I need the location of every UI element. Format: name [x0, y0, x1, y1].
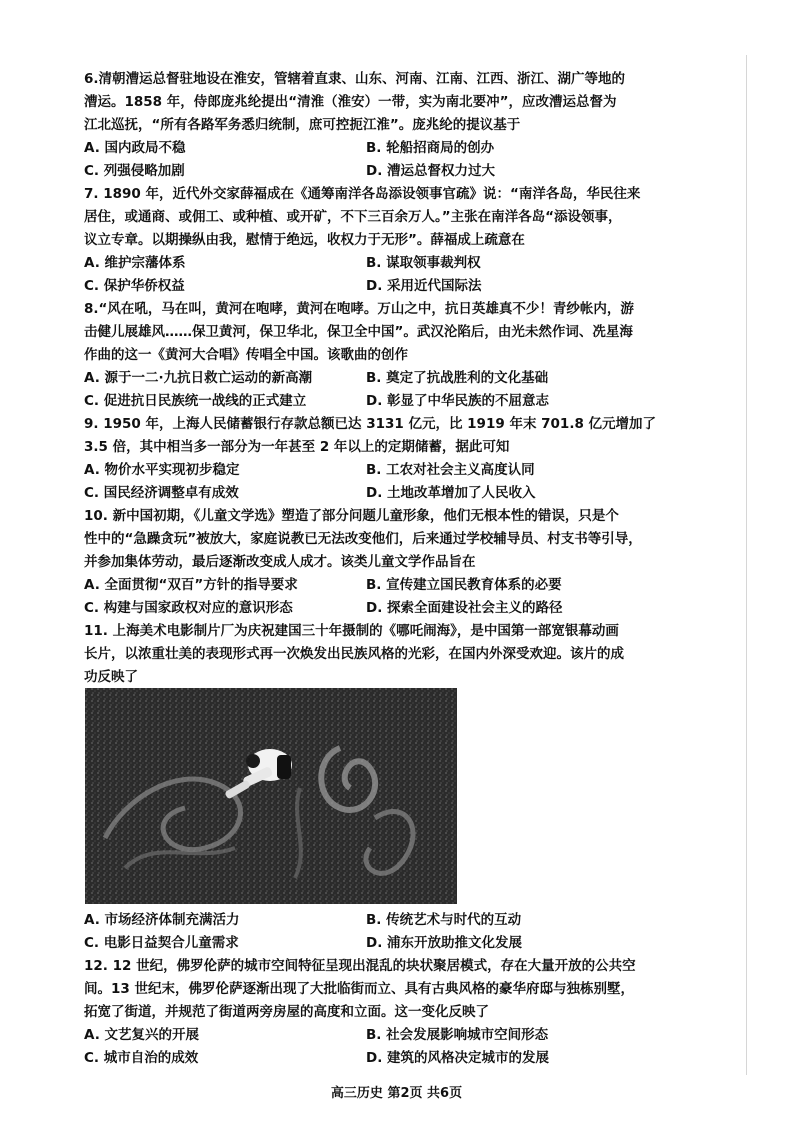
- question-10-line-3: 并参加集体劳动，最后逐渐改变成人成才。该类儿童文学作品旨在: [84, 554, 476, 570]
- q10-option-d[interactable]: D. 探索全面建设社会主义的路径: [366, 600, 563, 616]
- question-6-stem: [84, 68, 712, 137]
- question-8-line-3: 作曲的这一《黄河大合唱》传唱全中国。该歌曲的创作: [84, 347, 408, 363]
- q6-option-d[interactable]: D. 漕运总督权力过大: [366, 163, 496, 179]
- q6-option-c[interactable]: C. 列强侵略加剧: [84, 163, 185, 179]
- question-8-stem: [84, 298, 712, 367]
- question-11-options: [84, 909, 712, 955]
- q11-option-d[interactable]: D. 浦东开放助推文化发展: [366, 935, 523, 951]
- question-12-line-2: 间。13 世纪末，佛罗伦萨逐渐出现了大批临街而立、具有古典风格的豪华府邸与独栋别墅，: [84, 981, 634, 997]
- q8-option-a[interactable]: A. 源于一二·九抗日救亡运动的新高潮: [84, 370, 313, 386]
- q8-option-c[interactable]: C. 促进抗日民族统一战线的正式建立: [84, 393, 307, 409]
- question-9-stem: [84, 413, 712, 459]
- q12-option-d[interactable]: D. 建筑的风格决定城市的发展: [366, 1050, 550, 1066]
- question-7-line-3: 议立专章。以期操纵由我，慰情于绝远，收权力于无形”。薛福成上疏意在: [84, 232, 525, 248]
- question-10-options: [84, 574, 712, 620]
- question-12-line-3: 拓宽了街道，并规范了街道两旁房屋的高度和立面。这一变化反映了: [84, 1004, 489, 1020]
- q6-option-b[interactable]: B. 轮船招商局的创办: [366, 140, 495, 156]
- q8-option-b[interactable]: B. 奠定了抗战胜利的文化基础: [366, 370, 549, 386]
- q11-option-b[interactable]: B. 传统艺术与时代的互动: [366, 912, 522, 928]
- question-6-options: [84, 137, 712, 183]
- q7-option-c[interactable]: C. 保护华侨权益: [84, 278, 185, 294]
- question-11-line-2: 长片，以浓重壮美的表现形式再一次焕发出民族风格的光彩，在国内外深受欢迎。该片的成: [84, 646, 624, 662]
- question-7-line-2: 居住，或通商、或佣工、或种植、或开矿，不下三百余万人。”主张在南洋各岛“添设领事，: [84, 209, 622, 225]
- q11-option-c[interactable]: C. 电影日益契合儿童需求: [84, 935, 239, 951]
- nezha-film-still-image: [85, 688, 457, 904]
- question-6-line-3: 江北巡抚，“所有各路军务悉归统制，庶可控扼江淮”。庞兆纶的提议基于: [84, 117, 521, 133]
- question-10-line-1: 10. 新中国初期，《儿童文学选》塑造了部分问题儿童形象，他们无根本性的错误，只是个: [84, 508, 619, 524]
- question-6-line-1: 6.清朝漕运总督驻地设在淮安，管辖着直隶、山东、河南、江南、江西、浙江、湖广等地的: [84, 71, 626, 87]
- question-12-line-1: 12. 12 世纪，佛罗伦萨的城市空间特征呈现出混乱的块状聚居模式，存在大量开放的公共空: [84, 958, 636, 974]
- question-6-line-2: 漕运。1858 年，侍郎庞兆纶提出“清淮（淮安）一带，实为南北要冲”，应改漕运总督为: [84, 94, 617, 110]
- q10-option-c[interactable]: C. 构建与国家政权对应的意识形态: [84, 600, 293, 616]
- question-10-line-2: 性中的“急躁贪玩”被放大，家庭说教已无法改变他们，后来通过学校辅导员、村支书等引导，: [84, 531, 642, 547]
- q12-option-c[interactable]: C. 城市自治的成效: [84, 1050, 199, 1066]
- q10-option-a[interactable]: A. 全面贯彻“双百”方针的指导要求: [84, 577, 298, 593]
- scan-edge-line: [746, 55, 747, 1075]
- question-9-line-2: 3.5 倍，其中相当多一部分为一年甚至 2 年以上的定期储蓄，据此可知: [84, 439, 510, 455]
- q12-option-b[interactable]: B. 社会发展影响城市空间形态: [366, 1027, 549, 1043]
- q7-option-a[interactable]: A. 维护宗藩体系: [84, 255, 186, 271]
- q10-option-b[interactable]: B. 宣传建立国民教育体系的必要: [366, 577, 562, 593]
- question-11-stem: [84, 620, 712, 689]
- question-7-options: [84, 252, 712, 298]
- film-still-illustration: [85, 688, 457, 904]
- q9-option-d[interactable]: D. 土地改革增加了人民收入: [366, 485, 536, 501]
- question-7-line-1: 7. 1890 年，近代外交家薛福成在《通筹南洋各岛添设领事官疏》说：“南洋各岛，华民往来: [84, 186, 641, 202]
- page-footer: 高三历史 第2页 共6页: [330, 1086, 463, 1101]
- q9-option-a[interactable]: A. 物价水平实现初步稳定: [84, 462, 240, 478]
- question-11-line-3: 功反映了: [84, 669, 138, 685]
- q7-option-b[interactable]: B. 谋取领事裁判权: [366, 255, 481, 271]
- question-12-stem: [84, 955, 712, 1024]
- q7-option-d[interactable]: D. 采用近代国际法: [366, 278, 482, 294]
- question-8-line-1: 8.“风在吼，马在叫，黄河在咆哮，黄河在咆哮。万山之中，抗日英雄真不少！青纱帐内，游: [84, 301, 634, 317]
- q6-option-a[interactable]: A. 国内政局不稳: [84, 140, 186, 156]
- question-9-options: [84, 459, 712, 505]
- question-10-stem: [84, 505, 712, 574]
- q9-option-b[interactable]: B. 工农对社会主义高度认同: [366, 462, 535, 478]
- question-8-options: [84, 367, 712, 413]
- question-12-options: [84, 1024, 712, 1070]
- q8-option-d[interactable]: D. 彰显了中华民族的不屈意志: [366, 393, 550, 409]
- question-8-line-2: 击健儿展雄风……保卫黄河，保卫华北，保卫全中国”。武汉沦陷后，由光未然作词、冼星海: [84, 324, 633, 340]
- q11-option-a[interactable]: A. 市场经济体制充满活力: [84, 912, 240, 928]
- question-7-stem: [84, 183, 712, 252]
- question-11-line-1: 11. 上海美术电影制片厂为庆祝建国三十年摄制的《哪吒闹海》，是中国第一部宽银幕动画: [84, 623, 619, 639]
- q12-option-a[interactable]: A. 文艺复兴的开展: [84, 1027, 200, 1043]
- question-9-line-1: 9. 1950 年，上海人民储蓄银行存款总额已达 3131 亿元，比 1919 年末 701.8 亿元增加了: [84, 416, 657, 432]
- q9-option-c[interactable]: C. 国民经济调整卓有成效: [84, 485, 239, 501]
